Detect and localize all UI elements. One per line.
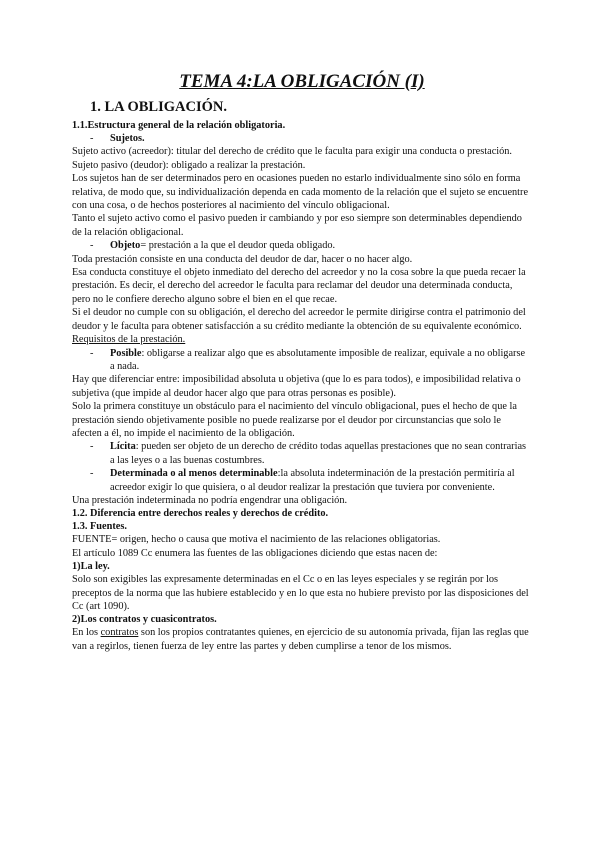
bullet-dash: - — [90, 468, 94, 480]
paragraph: Solo son exigibles las expresamente determinadas en el Cc o en las leyes especiales y se regirán por los preceptos de la norma que las hubiere establecido y en lo que esta no hubiere previsto por las disposiciones del Cc (art 1090). — [72, 574, 529, 612]
bullet-label: Posible — [110, 347, 142, 359]
document-page — [72, 70, 532, 653]
section-heading-1: 1. LA OBLIGACIÓN. — [90, 99, 227, 115]
source-heading-ley: 1)La ley. — [72, 561, 110, 573]
bullet-objeto — [72, 239, 532, 252]
text-span: son los propios contratantes quienes, en ejercicio de su autonomía privada, fijan las reglas que van a regirlos, tienen fuerza de ley entre las partes y deben cumplirse a tenor de los mismos. — [72, 627, 529, 652]
bullet-body: : pueden ser objeto de un derecho de crédito todas aquellas prestaciones que no sean contrarias a las leyes o a las buenas costumbres. — [110, 441, 527, 466]
bullet-text — [108, 440, 532, 467]
paragraph: El artículo 1089 Cc enumera las fuentes de las obligaciones diciendo que estas nacen de: — [72, 547, 438, 559]
bullet-sujetos — [72, 132, 532, 145]
paragraph: Una prestación indeterminada no podría engendrar una obligación. — [72, 494, 348, 506]
bullet-dash: - — [90, 441, 94, 453]
bullet-body: :la absoluta indeterminación de la prestación permitiría al acreedor exigir lo que quisiera, o al deudor realizar la prestación que tuviera por conveniente. — [110, 468, 515, 493]
text-span: En los — [72, 627, 101, 639]
bullet-posible — [72, 347, 532, 374]
bullet-dash: - — [90, 240, 94, 252]
source-heading-contratos: 2)Los contratos y cuasicontratos. — [72, 614, 217, 626]
paragraph: Solo la primera constituye un obstáculo para el nacimiento del vínculo obligacional, pues el hecho de que la prestación siendo objetivamente posible no puede realizarse por el deudor por circunstancias que solo le afecten a él, no impide el nacimiento de la obligación. — [72, 401, 517, 439]
bullet-label: Objeto — [110, 240, 141, 252]
bullet-label: Lícita — [110, 441, 136, 453]
subsection-heading-1-3: 1.3. Fuentes. — [72, 521, 127, 533]
paragraph: Esa conducta constituye el objeto inmediato del derecho del acreedor y no la cosa sobre la que pueda recaer la prestación. Es decir, el derecho del acreedor le faculta para reclamar del deudor una determinada conducta, pero no le confiere derecho alguno sobre el bien en el que recae. — [72, 267, 526, 305]
subsection-heading-1-2: 1.2. Diferencia entre derechos reales y derechos de crédito. — [72, 508, 329, 520]
paragraph: Sujeto pasivo (deudor): obligado a realizar la prestación. — [72, 159, 306, 171]
bullet-dash: - — [90, 347, 94, 359]
page-title: TEMA 4:LA OBLIGACIÓN (I) — [179, 71, 425, 92]
bullet-body: = prestación a la que el deudor queda obligado. — [140, 240, 336, 252]
bullet-licita — [72, 440, 532, 467]
paragraph: FUENTE= origen, hecho o causa que motiva el nacimiento de las relaciones obligatorias. — [72, 534, 441, 546]
bullet-label: Sujetos. — [110, 133, 145, 144]
bullet-text — [108, 239, 532, 252]
bullet-body: : obligarse a realizar algo que es absolutamente imposible de realizar, equivale a no obligarse a nada. — [110, 347, 526, 372]
bullet-text — [108, 347, 532, 374]
bullet-text — [108, 467, 532, 494]
paragraph: Si el deudor no cumple con su obligación, el derecho del acreedor le permite dirigirse contra el patrimonio del deudor y le faculta para obtener satisfacción a su crédito mediante la obtención de su equivalente económico. — [72, 307, 526, 332]
paragraph: Toda prestación consiste en una conducta del deudor de dar, hacer o no hacer algo. — [72, 253, 413, 265]
paragraph: Sujeto activo (acreedor): titular del derecho de crédito que le faculta para exigir una conducta o prestación. — [72, 146, 512, 158]
paragraph-contratos — [72, 626, 532, 653]
subsection-heading-1-1: 1.1.Estructura general de la relación obligatoria. — [72, 120, 286, 131]
requisitos-heading: Requisitos de la prestación. — [72, 334, 186, 346]
paragraph: Los sujetos han de ser determinados pero en ocasiones pueden no estarlo individualmente sino sólo en forma relativa, de modo que, su individualización dependa en cada momento de la relación que el sujeto se encuentre con una cosa, o de hechos posteriores al nacimiento del vínculo obligacional. — [72, 173, 529, 212]
paragraph: Hay que diferenciar entre: imposibilidad absoluta u objetiva (que lo es para todos), e imposibilidad relativa o subjetiva (que impide al deudor hacer algo que para otras personas es posible). — [72, 374, 521, 399]
bullet-dash: - — [90, 133, 94, 144]
bullet-label: Determinada o al menos determinable — [110, 468, 278, 480]
paragraph: Tanto el sujeto activo como el pasivo pueden ir cambiando y por eso siempre son determinables dependiendo de la relación obligacional. — [72, 213, 522, 238]
bullet-determinada — [72, 467, 532, 494]
underlined-term: contratos — [100, 627, 139, 639]
